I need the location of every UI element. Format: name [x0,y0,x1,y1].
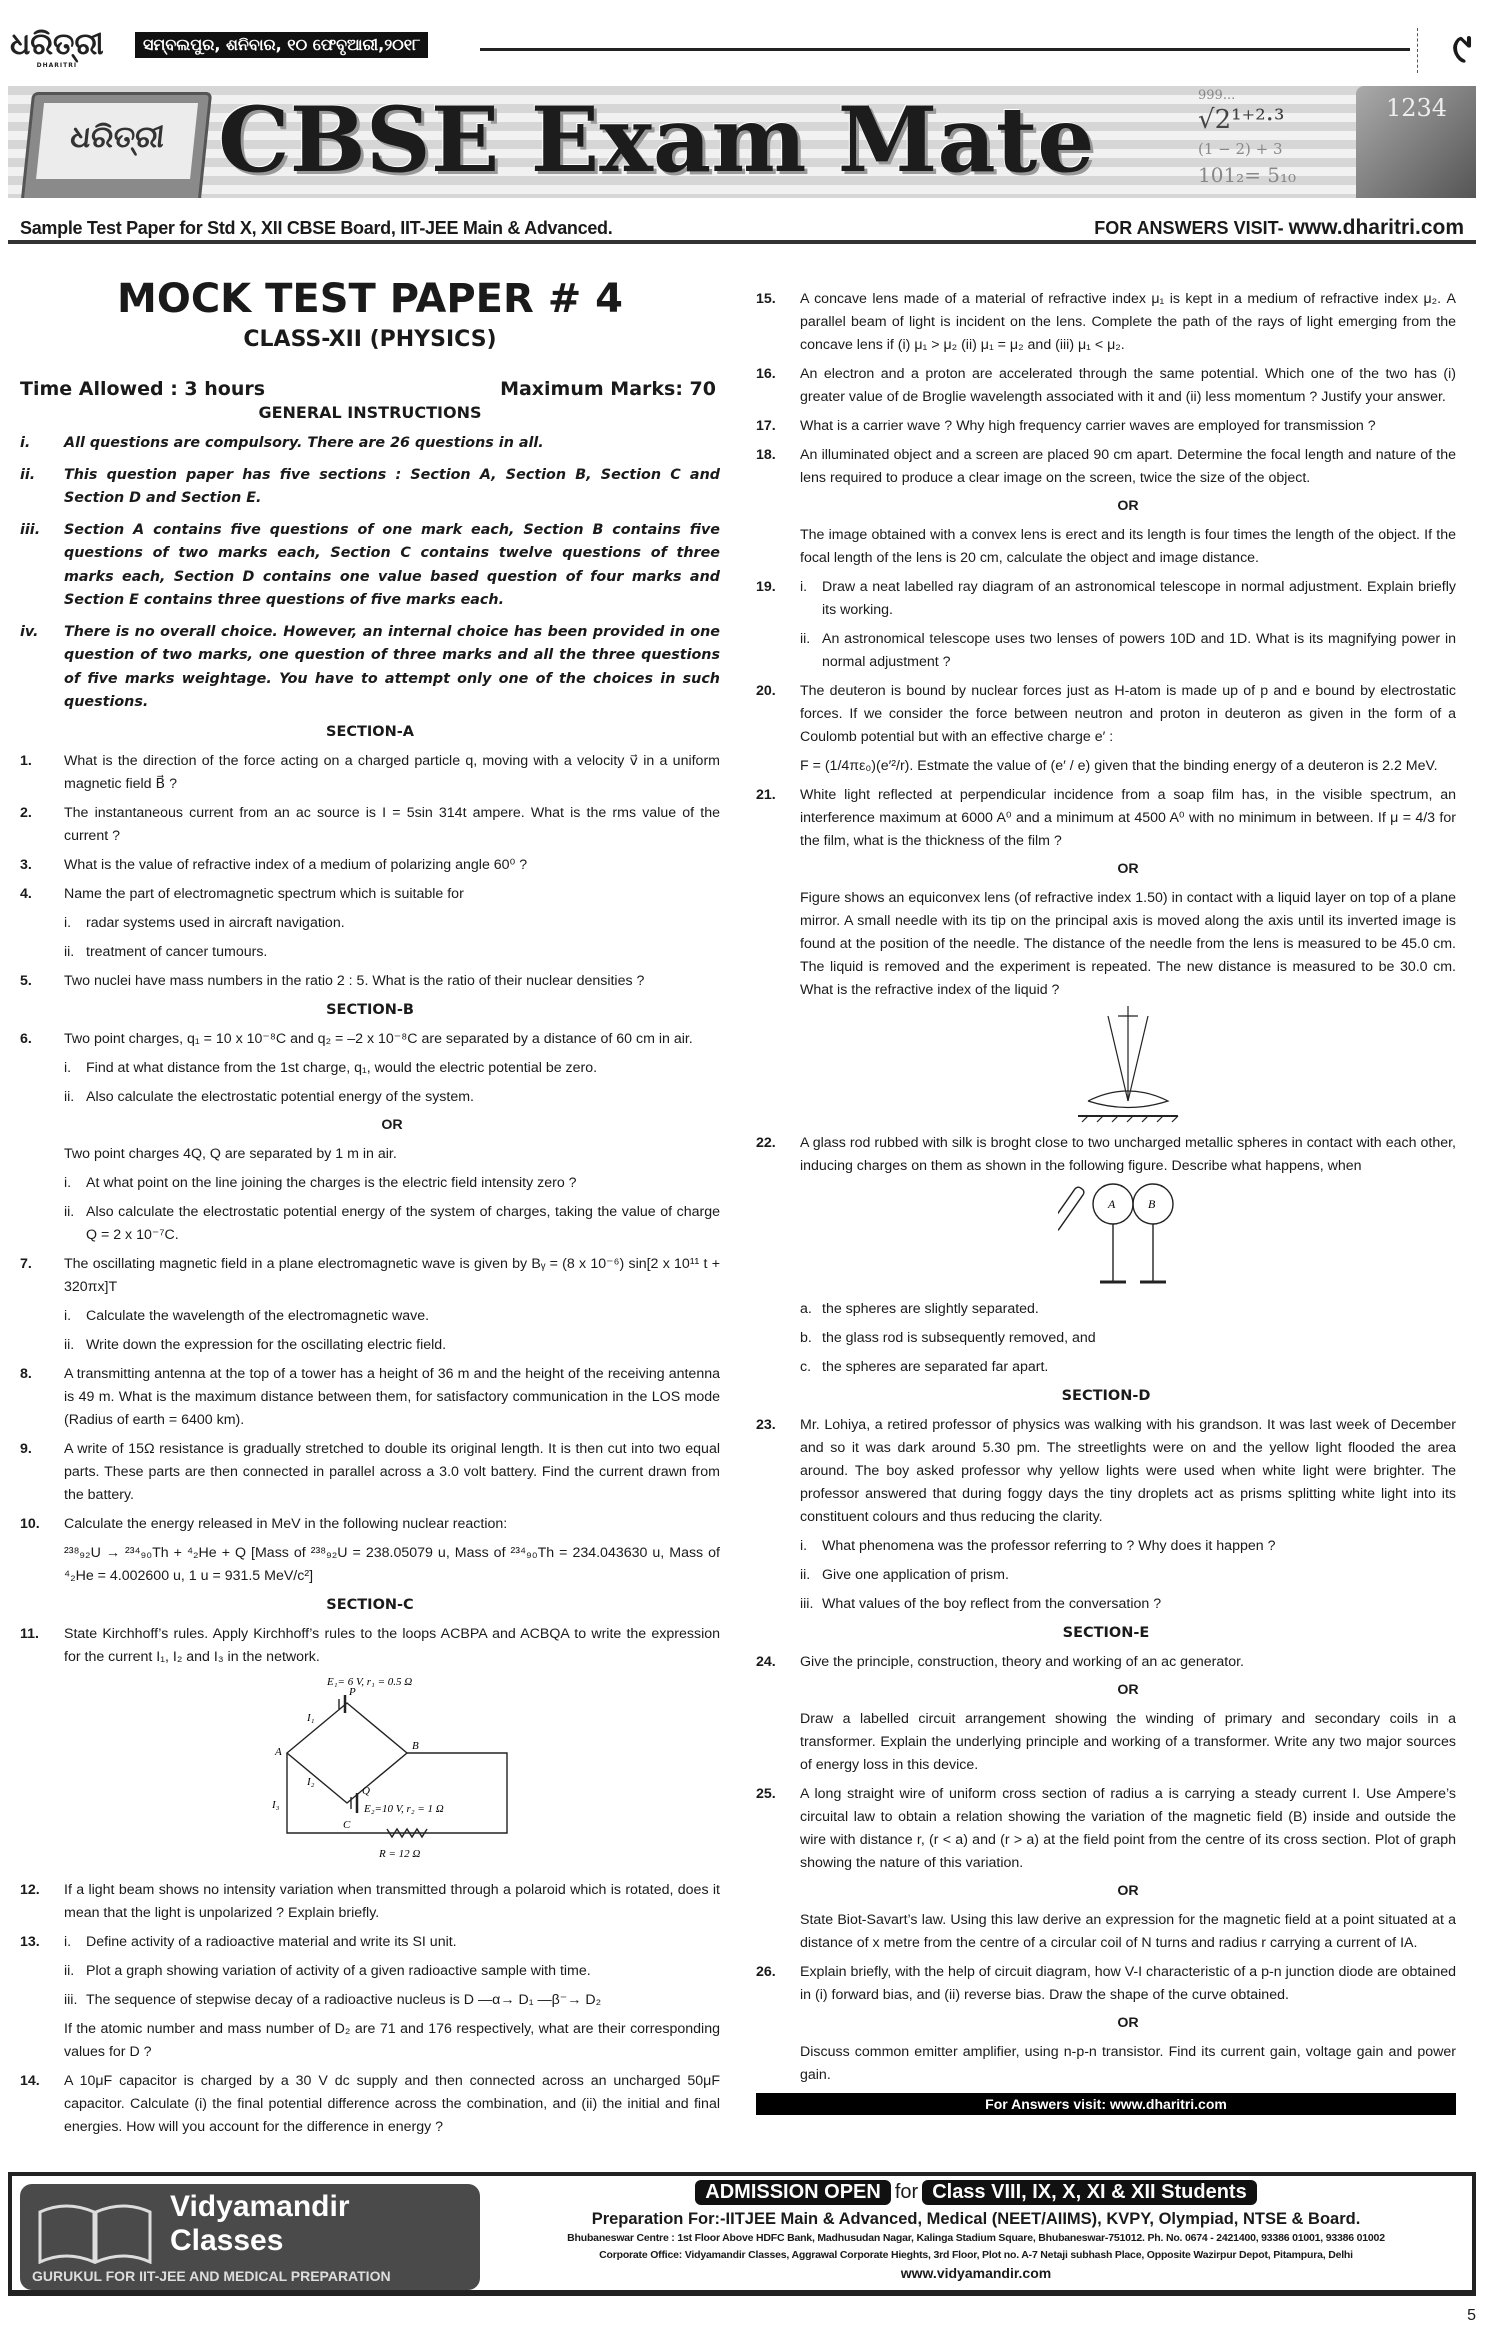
questions-right [756,288,1456,2115]
question-body [64,1363,720,1432]
paper-class: CLASS-XII (PHYSICS) [243,327,497,352]
divider [480,48,1410,51]
question-text: What is the direction of the force acting on a charged particle q, moving with a velocity v⃗ in a uniform magnetic field B⃗ ? [64,752,720,792]
question-body [800,1961,1456,2007]
question-body [800,363,1456,409]
or-divider: OR [381,1116,403,1133]
question-body [800,444,1456,490]
question-body [800,1132,1456,1178]
question-text: What is a carrier wave ? Why high frequency carrier waves are employed for transmission ? [800,418,1376,434]
subtitle: Sample Test Paper for Std X, XII CBSE Board, IIT-JEE Main & Advanced. [20,218,613,238]
question-number: 1. [20,752,32,769]
sub-label: ii. [64,1203,75,1220]
question [20,1143,720,1247]
question-body [800,288,1456,357]
ad-details [482,2180,1470,2282]
question-text: A long straight wire of uniform cross section of radius a is carrying a steady current I. Use Ampere’s circuital law to obtain a relation showing the variation of the magnetic field (B) inside and outside the wire with distance r, (r < a) and (r > a) at the field point from the centre of its cross section. Plot of graph showing the nature of this variation. [800,1786,1456,1871]
classes-badge: Class VIII, IX, X, XI & XII Students [922,2180,1257,2205]
instruction-number: iii. [20,521,41,538]
question-text: A 10μF capacitor is charged by a 30 V dc supply and then connected across an uncharged 50μF capacitor. Calculate (i) the final potential difference across the combination, and (ii) the initial and final energies. How will you account for the difference in energy ? [64,2072,720,2135]
figure [800,1006,1456,1126]
question-body [64,970,720,993]
or-divider: OR [1117,861,1139,877]
question [20,2070,720,2139]
sub-text: Define activity of a radioactive material and write its SI unit. [86,1933,457,1950]
sub-text: At what point on the line joining the charges is the electric field intensity zero ? [86,1174,577,1191]
circuit-label: I₃ [272,1798,280,1811]
sub-label: ii. [64,1336,75,1353]
question-body [800,887,1456,1002]
answers-link[interactable] [1094,216,1464,240]
question-body [800,1298,1456,1379]
question [20,1363,720,1432]
question-number [756,887,800,1002]
question-text: Two point charges, q₁ = 10 x 10⁻⁸C and q₂ = –2 x 10⁻⁸C are separated by a distance of 60 cm in air. [64,1030,693,1047]
question-text: Discuss common emitter amplifier, using n-p-n transistor. Find its current gain, voltage gain and power gain. [800,2044,1456,2083]
subtitle-bar [8,208,1476,244]
laptop-logo: ଧରିତ୍ରୀ [36,103,198,179]
question-body [64,802,720,848]
question-number: 16. [756,366,776,382]
question [20,883,720,964]
question-number: 7. [20,1255,32,1272]
instruction-text: All questions are compulsory. There are 26 questions in all. [64,435,544,451]
sub-question [800,1593,1456,1616]
question-text: What is the value of refractive index of a medium of polarizing angle 60⁰ ? [64,856,528,873]
sub-label: i. [800,579,808,595]
question-body [64,854,720,877]
question-text: Calculate the energy released in MeV in the following nuclear reaction: [64,1515,508,1532]
question-body [64,1253,720,1357]
question [756,1298,1456,1379]
sub-text: Find at what distance from the 1st charge, q₁, would the electric potential be zero. [86,1059,598,1076]
circuit-label: I₂ [307,1775,315,1788]
ad-bhubaneswar-address: Bhubaneswar Centre : 1st Floor Above HDFC Bank, Madhusudan Nagar, Kalinga Stadium Square, Bhubaneswar-751012. Ph. No. 0674 - 2421400, 93386 01001, 93386 01002 [567,2232,1385,2244]
question-text: The deuteron is bound by nuclear forces just as H-atom is made up of p and e bound by electrostatic forces. If we consider the force between neutron and proton in deuteron as given in the form of a Coulomb potential but with an effective charge e′ : [800,683,1456,745]
question [756,784,1456,853]
question-body [64,1513,720,1588]
question [20,1879,720,1925]
brand-tagline: GURUKUL FOR IIT-JEE AND MEDICAL PREPARATION [32,2268,391,2284]
page-number: ୯ [1452,26,1472,72]
circuit-label: C [343,1818,351,1831]
lens-mirror-figure [1068,1006,1188,1126]
section-heading: SECTION-A [326,723,414,740]
sub-text: An astronomical telescope uses two lenses of powers 10D and 1D. What is its magnifying power in normal adjustment ? [822,631,1456,670]
sub-text: treatment of cancer tumours. [86,943,268,960]
question [756,524,1456,570]
question-number: 3. [20,856,32,873]
question-text: An illuminated object and a screen are placed 90 cm apart. Determine the focal length and nature of the lens required to produce a clear image on the screen, twice the size of the object. [800,447,1456,486]
section-heading: SECTION-C [326,1596,414,1613]
question-body [64,1028,720,1109]
question-body [800,784,1456,853]
question-body [800,576,1456,674]
sub-question [64,941,720,964]
sub-label: ii. [800,631,811,647]
sub-label: i. [64,1174,72,1191]
instruction-text: This question paper has five sections : Section A, Section B, Section C and Section D and Section E. [64,466,720,506]
question-text: An electron and a proton are accelerated through the same potential. Which one of the two has (i) greater value of de Broglie wavelength associated with it and (ii) less momentum ? Justify your answer. [800,366,1456,405]
question-text: Explain briefly, with the help of circuit diagram, how V-I characteristic of a p-n junction diode are obtained in (i) forward bias, and (ii) reverse bias. Draw the shape of the curve obtained. [800,1964,1456,2003]
admission-badge: ADMISSION OPEN [695,2180,891,2205]
ad-for: for [894,2181,919,2203]
sub-question [800,628,1456,674]
sub-text: Write down the expression for the oscillating electric field. [86,1336,447,1353]
question-number: 26. [756,1964,776,1980]
or-divider: OR [1117,2015,1139,2031]
question-number: 24. [756,1654,776,1670]
question-number: 15. [756,291,776,307]
sub-label: i. [64,914,72,931]
question-body [800,415,1456,438]
answers-link-bar[interactable]: For Answers visit: www.dharitri.com [756,2093,1456,2115]
instruction-item [20,621,720,715]
question [756,1909,1456,1955]
question-number: 21. [756,787,776,803]
question-number: 11. [20,1625,39,1642]
banner-deco: 1234 [1386,94,1448,122]
instruction-number: i. [20,435,31,451]
question-number: 2. [20,804,32,821]
logo-subtext: DHARITRI [36,62,78,69]
question-number: 22. [756,1135,776,1151]
question-text: A concave lens made of a material of refractive index μ₁ is kept in a medium of refractive index μ₂. A parallel beam of light is incident on the lens. Complete the path of the rays of light emerging from the concave lens if (i) μ₁ > μ₂ (ii) μ₁ = μ₂ and (iii) μ₁ < μ₂. [800,291,1456,353]
question-number [20,1143,64,1247]
sub-text: the spheres are separated far apart. [822,1359,1049,1375]
question-number: 17. [756,418,776,434]
dateline: ସମ୍ବଲପୁର, ଶନିବାର, ୧୦ ଫେବୃଆରୀ,୨୦୧୮ [135,32,428,58]
question-text: A glass rod rubbed with silk is broght close to two uncharged metallic spheres in contact with each other, inducing charges on them as shown in the following figure. Describe what happens, when [800,1135,1456,1174]
paper-title: MOCK TEST PAPER # 4 [117,276,623,322]
ad-preparation: Preparation For:-IITJEE Main & Advanced, Medical (NEET/AIIMS), KVPY, Olympiad, NTSE & Board. [591,2210,1361,2228]
sub-text: Also calculate the electrostatic potential energy of the system. [86,1088,474,1105]
section-heading: SECTION-E [1062,1625,1150,1641]
question-body [800,1414,1456,1616]
question [20,970,720,993]
question-body [800,1909,1456,1955]
sub-label: i. [64,1933,72,1950]
question-number: 13. [20,1933,40,1950]
banner [8,86,1476,198]
questions-left [20,721,720,2139]
instruction-text: Section A contains five questions of one mark each, Section B contains five questions of two marks each, Section C contains twelve questions of three marks each, Section D contains one value based question of four marks and Section E contains three questions of five marks each. [64,521,720,608]
sub-text: radar systems used in aircraft navigation. [86,914,345,931]
instruction-number: iv. [20,623,39,640]
sub-question [64,1989,720,2012]
question [756,363,1456,409]
sub-question [64,1086,720,1109]
question-body [64,1143,720,1247]
sub-text: The sequence of stepwise decay of a radioactive nucleus is D —α→ D₁ —β⁻→ D₂ [86,1991,602,2008]
question [756,1414,1456,1616]
sub-question [800,1535,1456,1558]
sub-question [64,1960,720,1983]
question-text: Name the part of electromagnetic spectrum which is suitable for [64,885,464,902]
sub-label: iii. [800,1596,814,1612]
question-text: Two nuclei have mass numbers in the ratio 2 : 5. What is the ratio of their nuclear densities ? [64,972,645,989]
or-divider: OR [1117,1883,1139,1899]
sub-question [64,912,720,935]
sub-text: Calculate the wavelength of the electromagnetic wave. [86,1307,430,1324]
divider [1417,28,1418,73]
circuit-label: A [275,1745,282,1758]
figure [64,1673,720,1873]
answers-url[interactable]: www.dharitri.com [1288,216,1464,239]
question [20,1438,720,1507]
sub-label: ii. [64,1088,75,1105]
question [20,1623,720,1669]
question-number: 18. [756,447,776,463]
question-number [756,2041,800,2087]
question-body [64,883,720,964]
question-text: The image obtained with a convex lens is erect and its length is four times the length of the object. If the focal length of the lens is 20 cm, calculate the object and image distance. [800,527,1456,566]
sub-text: Also calculate the electrostatic potential energy of the system of charges, taking the value of charge Q = 2 x 10⁻⁷C. [86,1203,720,1243]
sub-text: What phenomena was the professor referring to ? Why does it happen ? [822,1538,1276,1554]
instructions-heading: GENERAL INSTRUCTIONS [258,403,482,422]
question-text: Figure shows an equiconvex lens (of refractive index 1.50) in contact with a liquid layer on top of a plane mirror. A small needle with its tip on the principal axis is moved along the axis until its inverted image is found at the position of the needle. The distance of the needle from the lens is measured to be 45.0 cm. The liquid is removed and the experiment is repeated. The new distance is measured to be 30.0 cm. What is the refractive index of the liquid ? [800,890,1456,998]
sub-question [64,1201,720,1247]
question-text: Give the principle, construction, theory and working of an ac generator. [800,1654,1245,1670]
question-text: The instantaneous current from an ac source is I = 5sin 314t ampere. What is the rms value of the current ? [64,804,720,844]
question-number [756,1909,800,1955]
question-body [800,680,1456,778]
sub-question [64,1172,720,1195]
calculator-illustration [1356,86,1476,198]
question-text: A write of 15Ω resistance is gradually stretched to double its original length. It is then cut into two equal parts. These parts are then connected in parallel across a 3.0 volt battery. Find the current drawn from the battery. [64,1440,720,1503]
sub-question [800,576,1456,622]
sphere-label: B [1148,1197,1156,1211]
question-number: 6. [20,1030,32,1047]
sub-label: i. [64,1059,72,1076]
sub-label: ii. [800,1567,811,1583]
dharitri-logo [10,28,104,70]
question-body [800,524,1456,570]
question [20,750,720,796]
sub-label: i. [64,1307,72,1324]
question [20,1253,720,1357]
left-column [20,268,720,2139]
circuit-label: P [349,1685,356,1698]
question-text: State Biot-Savart’s law. Using this law derive an expression for the magnetic field at a point situated at a distance of x metre from the centre of a circular coil of N turns and radius r carrying a current of IA. [800,1912,1456,1951]
masthead [10,28,1480,73]
question-number: 10. [20,1515,40,1532]
question-number: 23. [756,1417,776,1433]
question [20,1513,720,1588]
sub-label: i. [800,1538,808,1554]
section-heading: SECTION-B [326,1001,414,1018]
question [756,1132,1456,1178]
question-number: 20. [756,683,776,699]
question-text: A transmitting antenna at the top of a tower has a height of 36 m and the height of the receiving antenna is 49 m. What is the maximum distance between them, for satisfactory communication in the LOS mode (Radius of earth = 6400 km). [64,1365,720,1428]
logo-text: ଧରିତ୍ରୀ [10,27,104,62]
question [756,288,1456,357]
laptop-illustration [20,92,212,198]
sub-question [64,1931,720,1954]
question-text: The oscillating magnetic field in a plane electromagnetic wave is given by Bᵧ = (8 x 10⁻⁶) sin[2 x 10¹¹ t + 320πx]T [64,1255,720,1295]
question-number: 5. [20,972,32,989]
question-text: Mr. Lohiya, a retired professor of physics was walking with his grandson. It was last week of December and so it was dark around 5.30 pm. The streetlights were on and the yellow light flooded the area around. The boy asked professor why yellow lights were used when white light were brighter. The professor answered that during foggy days the tiny droplets act as prisms splitting white light into its constituent colours and thus reducing the clarity. [800,1417,1456,1525]
question [20,1028,720,1109]
question [756,444,1456,490]
question-body [64,1931,720,2064]
vidyamandir-logo [20,2184,480,2290]
sub-text: Give one application of prism. [822,1567,1009,1583]
question-number [756,1708,800,1777]
question-body [64,1438,720,1507]
question [756,1961,1456,2007]
section-heading: SECTION-D [1061,1388,1151,1404]
brand-name: Classes [170,2224,284,2257]
ad-corporate-address: Corporate Office: Vidyamandir Classes, Aggrawal Corporate Hieghts, 3rd Floor, Plot no. A-7 Netaji subhash Place, Opposite Wazirpur Depot, Pitampura, Delhi [599,2249,1353,2261]
circuit-label: E₂=10 V, r₂ = 1 Ω [364,1802,444,1815]
sub-question [64,1057,720,1080]
question [756,576,1456,674]
sub-question [64,1305,720,1328]
instruction-item [20,519,720,613]
sub-text: Draw a neat labelled ray diagram of an astronomical telescope in normal adjustment. Explain briefly its working. [822,579,1456,618]
question-body [64,1623,720,1669]
question-number: 8. [20,1365,32,1382]
question-number [756,1298,800,1379]
question-body [800,1708,1456,1777]
question-text: Draw a labelled circuit arrangement showing the winding of primary and secondary coils in a transformer. Explain the underlying principle and working of a transformer. Write any two major sources of energy loss in this device. [800,1711,1456,1773]
question-number: 14. [20,2072,40,2089]
sphere-label: A [1108,1197,1116,1211]
sub-question [800,1327,1456,1350]
question [756,887,1456,1002]
time-marks-row [20,376,720,402]
sub-label: b. [800,1330,812,1346]
banner-deco: 101₂= 5₁₀ [1198,163,1297,187]
footer-page-number: 5 [1467,2307,1476,2324]
instruction-text: There is no overall choice. However, an internal choice has been provided in one question of two marks, one question of three marks and all the three questions of five marks weightage. You have to attempt only one of the choices in such questions. [64,623,720,710]
answers-prefix: FOR ANSWERS VISIT- [1094,218,1289,238]
banner-deco: 999... [1198,88,1236,103]
question [756,1783,1456,1875]
kirchhoff-circuit-figure [267,1673,517,1873]
instruction-item [20,432,720,456]
brand-name: Vidyamandir [170,2190,350,2223]
question-number: 25. [756,1786,776,1802]
question-paragraph: If the atomic number and mass number of D₂ are 71 and 176 respectively, what are their corresponding values for D ? [64,2020,720,2060]
question-paragraph: ²³⁸₉₂U → ²³⁴₉₀Th + ⁴₂He + Q [Mass of ²³⁸₉₂U = 238.05079 u, Mass of ²³⁴₉₀Th = 234.043630 u, Mass of ⁴₂He = 4.002600 u, 1 u = 931.5 MeV/c²] [64,1544,720,1584]
circuit-label: B [412,1739,419,1752]
question-body [800,1783,1456,1875]
question-text: Two point charges 4Q, Q are separated by 1 m in air. [64,1145,397,1162]
sub-label: c. [800,1359,812,1375]
sub-text: the spheres are slightly separated. [822,1301,1039,1317]
question [20,1931,720,2064]
question-number [756,524,800,570]
sub-text: Plot a graph showing variation of activity of a given radioactive sample with time. [86,1962,591,1979]
circuit-label: Q [362,1784,370,1797]
instruction-item [20,464,720,511]
question [756,1708,1456,1777]
sub-question [800,1564,1456,1587]
question-paragraph: F = (1/4πε₀)(e′²/r). Estmate the value of (e′ / e) given that the binding energy of a deuteron is 2.2 MeV. [800,758,1438,774]
sub-question [800,1356,1456,1379]
maximum-marks: Maximum Marks: 70 [500,378,716,400]
question-body [64,2070,720,2139]
instructions-list [20,432,720,715]
vidyamandir-advertisement[interactable] [8,2172,1476,2296]
sub-label: iii. [64,1991,78,2008]
question-text: White light reflected at perpendicular incidence from a soap film has, in the visible spectrum, an interference maximum at 6000 A⁰ and a minimum at 4500 A⁰ with no minimum in between. If μ = 4/3 for the film, what is the thickness of the film ? [800,787,1456,849]
ad-website-link[interactable]: www.vidyamandir.com [900,2265,1052,2281]
question-number: 9. [20,1440,32,1457]
question-body [64,1879,720,1925]
time-allowed: Time Allowed : 3 hours [20,378,266,400]
sub-question [800,1298,1456,1321]
sub-text: the glass rod is subsequently removed, and [822,1330,1096,1346]
question-number: 19. [756,579,776,595]
or-divider: OR [1117,1682,1139,1698]
question-text: State Kirchhoff’s rules. Apply Kirchhoff’s rules to the loops ACBPA and ACBQA to write the expression for the current I₁, I₂ and I₃ in the network. [64,1625,720,1665]
sub-label: ii. [64,943,75,960]
circuit-label: I₁ [307,1711,315,1724]
question [756,2041,1456,2087]
right-column [756,282,1456,2115]
charged-spheres-figure [1058,1182,1198,1292]
question-number: 12. [20,1881,40,1898]
figure [800,1182,1456,1292]
question-number: 4. [20,885,32,902]
question-text: If a light beam shows no intensity variation when transmitted through a polaroid which is rotated, does it mean that the light is unpolarized ? Explain briefly. [64,1881,720,1921]
banner-deco: (1 − 2) + 3 [1198,140,1283,158]
question [20,854,720,877]
sub-question [64,1334,720,1357]
circuit-label: E₁= 6 V, r₁ = 0.5 Ω [327,1675,413,1688]
banner-title: CBSE Exam Mate [218,87,1095,193]
sub-label: ii. [64,1962,75,1979]
question [20,802,720,848]
question-body [64,750,720,796]
instruction-number: ii. [20,466,36,483]
sub-label: a. [800,1301,812,1317]
question [756,415,1456,438]
book-icon [36,2200,154,2264]
circuit-label: R = 12 Ω [379,1847,421,1860]
banner-deco: √2¹⁺²·³ [1198,105,1285,135]
question [756,1651,1456,1674]
sub-text: What values of the boy reflect from the conversation ? [822,1596,1162,1612]
question [756,680,1456,778]
question-body [800,1651,1456,1674]
question-body [800,2041,1456,2087]
or-divider: OR [1117,498,1139,514]
